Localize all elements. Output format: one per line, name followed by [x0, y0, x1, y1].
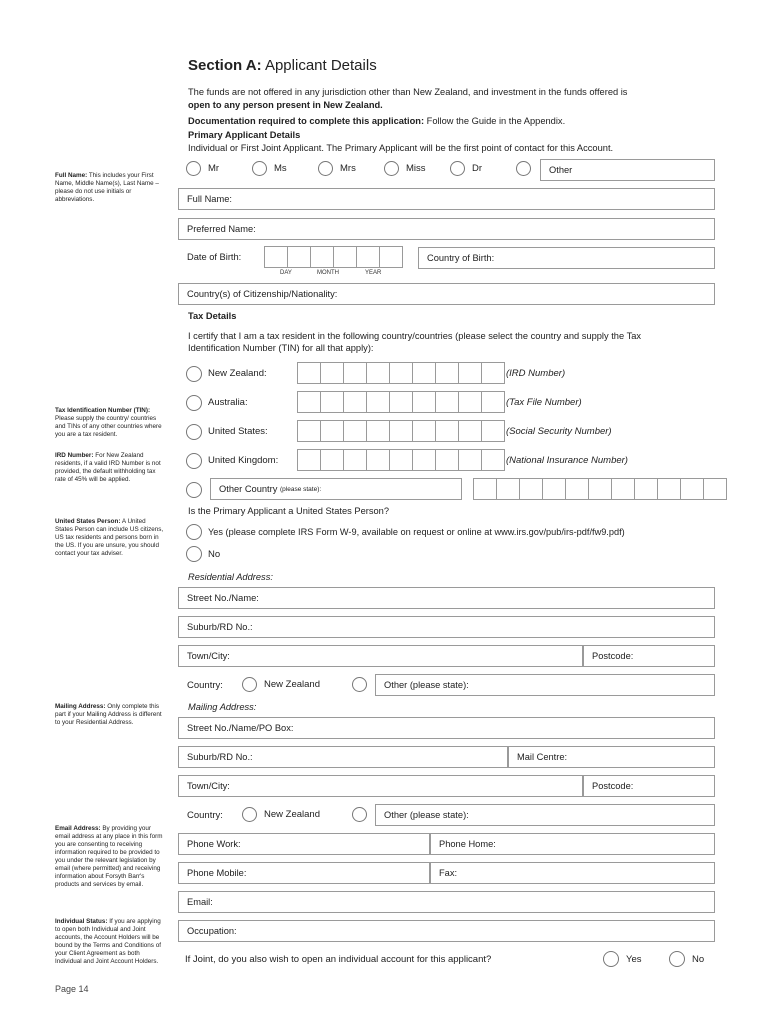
tax-radio-au[interactable]	[186, 395, 202, 411]
tax-hint-au: (Tax File Number)	[506, 397, 582, 408]
residential-suburb-field[interactable]: Suburb/RD No.:	[178, 616, 715, 638]
sidebar-note-mailing: Mailing Address: Only complete this part if your Mailing Address is different to your Residential Address.	[55, 703, 162, 726]
page-number: Page 14	[55, 984, 89, 994]
tax-hint-us: (Social Security Number)	[506, 426, 612, 437]
joint-question: If Joint, do you also wish to open an individual account for this applicant?	[185, 954, 492, 965]
sidebar-note-us-person: United States Person: A United States Person can include US citizens, US tax residents and persons born in the US. If you are unsure, you should contact your tax adviser.	[55, 518, 164, 557]
mailing-suburb-field[interactable]: Suburb/RD No.:	[178, 746, 508, 768]
residential-other-radio[interactable]	[352, 677, 367, 692]
residential-country-label: Country:	[187, 680, 223, 691]
mailing-postcode-field[interactable]: Postcode:	[583, 775, 715, 797]
dob-year-label: YEAR	[365, 270, 382, 276]
us-person-yes-label: Yes (please complete IRS Form W-9, available on request or online at www.irs.gov/pub/irs-pdf/fw9.pdf)	[208, 527, 625, 537]
phone-work-field[interactable]: Phone Work:	[178, 833, 430, 855]
residential-street-field[interactable]: Street No./Name:	[178, 587, 715, 609]
tax-hint-uk: (National Insurance Number)	[506, 455, 628, 466]
tax-text-line2: Identification Number (TIN) for all that apply):	[188, 343, 374, 353]
documentation-note: Documentation required to complete this application: Follow the Guide in the Appendix.	[188, 116, 566, 126]
title-radio-dr[interactable]: Dr	[450, 161, 482, 176]
tin-boxes-us[interactable]	[297, 420, 505, 442]
mailing-other-radio[interactable]	[352, 807, 367, 822]
tax-text-line1: I certify that I am a tax resident in the following country/countries (please select the country and supply the Tax	[188, 331, 642, 341]
tax-country-au: Australia:	[208, 397, 248, 408]
mailing-country-label: Country:	[187, 810, 223, 821]
phone-mobile-field[interactable]: Phone Mobile:	[178, 862, 430, 884]
mailing-town-field[interactable]: Town/City:	[178, 775, 583, 797]
mailing-nz-label: New Zealand	[264, 809, 320, 820]
fax-field[interactable]: Fax:	[430, 862, 715, 884]
dob-label: Date of Birth:	[187, 252, 242, 262]
mailing-mail-centre-field[interactable]: Mail Centre:	[508, 746, 715, 768]
intro-line1: The funds are not offered in any jurisdiction other than New Zealand, and investment in the funds offered is	[188, 87, 628, 97]
primary-text: Individual or First Joint Applicant. The Primary Applicant will be the first point of contact for this Account.	[188, 143, 614, 153]
tax-radio-other[interactable]	[186, 482, 202, 498]
dob-boxes[interactable]	[264, 246, 403, 268]
tax-hint-nz: (IRD Number)	[506, 368, 566, 379]
sidebar-note-individual-status: Individual Status: If you are applying to open both Individual and Joint accounts, the Account Holders will be bound by the Terms and Conditions of your Client Agreement as both Individual and Joint Account Holders.	[55, 918, 161, 965]
joint-no-label: No	[692, 954, 705, 965]
primary-heading: Primary Applicant Details	[188, 130, 301, 140]
title-radio-ms[interactable]: Ms	[252, 161, 287, 176]
title-radio-mr[interactable]: Mr	[186, 161, 219, 176]
joint-yes-label: Yes	[626, 954, 642, 965]
tin-boxes-au[interactable]	[297, 391, 505, 413]
dob-day-label: DAY	[280, 270, 292, 276]
full-name-field[interactable]: Full Name:	[178, 188, 715, 210]
dob-month-label: MONTH	[317, 270, 339, 276]
us-person-yes-radio[interactable]	[186, 524, 202, 540]
residential-other-field[interactable]: Other (please state):	[375, 674, 715, 696]
tax-country-uk: United Kingdom:	[208, 455, 279, 466]
residential-postcode-field[interactable]: Postcode:	[583, 645, 715, 667]
tin-boxes-other[interactable]	[473, 478, 727, 500]
mailing-nz-radio[interactable]	[242, 807, 257, 822]
section-title: Section A: Applicant Details	[188, 57, 377, 74]
us-person-no-label: No	[208, 549, 221, 560]
title-radio-mrs[interactable]: Mrs	[318, 161, 356, 176]
us-person-question: Is the Primary Applicant a United States Person?	[188, 506, 390, 516]
tax-radio-nz[interactable]	[186, 366, 202, 382]
sidebar-note-tin: Tax Identification Number (TIN): Please supply the country/ countries and TINs of any other countries where you are a tax resident.	[55, 407, 162, 438]
sidebar-note-full-name: Full Name: This includes your First Name, Middle Name(s), Last Name – please do not use initials or abbreviations.	[55, 172, 159, 203]
mailing-other-field[interactable]: Other (please state):	[375, 804, 715, 826]
tin-boxes-uk[interactable]	[297, 449, 505, 471]
occupation-field[interactable]: Occupation:	[178, 920, 715, 942]
tax-country-us: United States:	[208, 426, 268, 437]
title-radio-other[interactable]	[516, 161, 531, 176]
country-of-birth-field[interactable]: Country of Birth:	[418, 247, 715, 269]
sidebar-note-ird: IRD Number: For New Zealand residents, if a valid IRD Number is not provided, the default withholding tax rate of 45% will be applied.	[55, 452, 161, 483]
residential-town-field[interactable]: Town/City:	[178, 645, 583, 667]
tin-boxes-nz[interactable]	[297, 362, 505, 384]
joint-no-radio[interactable]	[669, 951, 685, 967]
title-radio-miss[interactable]: Miss	[384, 161, 426, 176]
preferred-name-field[interactable]: Preferred Name:	[178, 218, 715, 240]
phone-home-field[interactable]: Phone Home:	[430, 833, 715, 855]
title-other-field[interactable]: Other	[540, 159, 715, 181]
mailing-heading: Mailing Address:	[188, 702, 257, 712]
tax-radio-uk[interactable]	[186, 453, 202, 469]
joint-yes-radio[interactable]	[603, 951, 619, 967]
residential-nz-label: New Zealand	[264, 679, 320, 690]
citizenship-field[interactable]: Country(s) of Citizenship/Nationality:	[178, 283, 715, 305]
intro-line2: open to any person present in New Zealand.	[188, 100, 383, 110]
residential-nz-radio[interactable]	[242, 677, 257, 692]
us-person-no-radio[interactable]	[186, 546, 202, 562]
email-field[interactable]: Email:	[178, 891, 715, 913]
tax-country-nz: New Zealand:	[208, 368, 267, 379]
mailing-street-field[interactable]: Street No./Name/PO Box:	[178, 717, 715, 739]
tax-other-country-field[interactable]: Other Country (please state):	[210, 478, 462, 500]
tax-heading: Tax Details	[188, 311, 237, 321]
tax-radio-us[interactable]	[186, 424, 202, 440]
sidebar-note-email: Email Address: By providing your email address at any place in this form you are consenting to receiving information required to be provided to you under the relevant legislation by email (where permitted) and receiving information about Forsyth Barr's products and services by email.	[55, 825, 163, 888]
residential-heading: Residential Address:	[188, 572, 273, 582]
